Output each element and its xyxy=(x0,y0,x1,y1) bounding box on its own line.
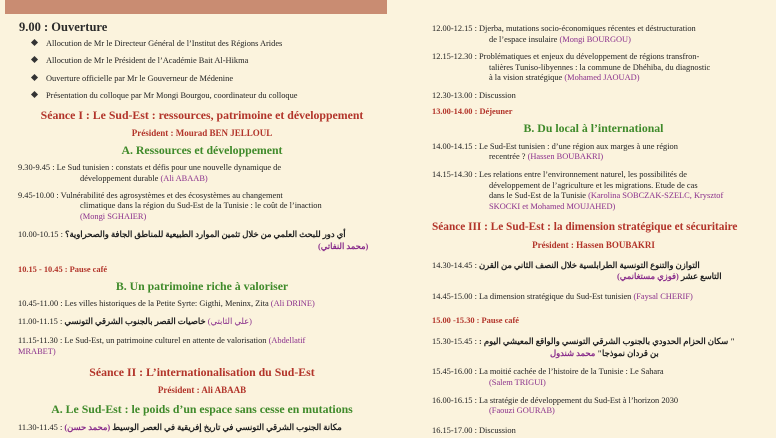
talk-line: 14.30-14.45 : التوازن والتنوع التونسية الطرابلسية خلال النصف الثاني من القرن xyxy=(432,261,700,270)
speaker-name: (Abdellatif xyxy=(268,336,306,345)
lunch-label: 13.00-14.00 : Déjeuner xyxy=(432,107,513,116)
arabic-title: التاسع عشر xyxy=(680,272,722,281)
arabic-title: أي دور للبحث العلمي من خلال تثمين الموارد الطبيعية للمناطق الجافة والصحراوية؟ xyxy=(65,230,346,239)
opening-item: Allocution de Mr le Président de l’Académie Bait Al-Hikma xyxy=(32,56,248,67)
talk-line: 11.30-11.45 : (محمد حسن) مكانة الجنوب الشرقي التونسي في تاريخ إفريقية في العصر الوسيط xyxy=(18,423,342,432)
speaker-name: (Mohamed JAOUAD) xyxy=(564,73,640,82)
speaker-name: (محمد حسن) xyxy=(64,423,111,432)
arabic-title: التوازن والتنوع التونسية الطرابلسية خلال النصف الثاني من القرن xyxy=(479,261,700,270)
speaker-name: محمد شندول xyxy=(550,349,596,358)
talk-line: 11.15-11.30 : Le Sud-Est, un patrimoine culturel en attente de valorisation (Abdellatif xyxy=(18,336,306,345)
speaker-name: SKOCKI et Mohamed MOUJAHED) xyxy=(489,202,616,211)
talk-line: talières Tuniso-libyennes : la commune de Dhéhiba, du diagnostic xyxy=(489,63,711,72)
diamond-bullet-icon xyxy=(31,91,38,98)
talk-line: 12.15-12.30 : Problématiques et enjeux du développement de régions transfron- xyxy=(432,52,700,61)
opening-item: Allocution de Mr le Directeur Général de l’Institut des Régions Arides xyxy=(32,39,282,50)
seance2-subtitle-a: A. Le Sud-Est : le poids d’un espace sans cesse en mutations xyxy=(51,402,353,416)
talk-line xyxy=(550,349,659,360)
diamond-bullet-icon xyxy=(31,56,38,63)
talk-line: 10.00-10.15 : أي دور للبحث العلمي من خلال تثمين الموارد الطبيعية للمناطق الجافة والصحراوية؟ xyxy=(18,230,346,239)
talk-line xyxy=(617,272,722,283)
discussion-label: 12.30-13.00 : Discussion xyxy=(432,91,516,100)
talk-line: 12.00-12.15 : Djerba, mutations socio-économiques récentes et déstructuration xyxy=(432,24,696,33)
talk-line: 9.45-10.00 : Vulnérabilité des agrosystèmes et des écosystèmes au changement xyxy=(18,191,283,200)
arabic-title: خاصيات القصر بالجنوب الشرقي التونسي xyxy=(64,317,206,326)
speaker-name: (Ali ABAAB) xyxy=(160,174,208,183)
talk-line: de l’espace insulaire (Mongi BOURGOU) xyxy=(489,35,631,44)
speaker-name: (علي الثابتي) xyxy=(207,317,252,326)
talk-line: recentrée ? (Hassen BOUBAKRI) xyxy=(489,152,604,161)
seance1-subtitle-a: A. Ressources et développement xyxy=(121,143,283,157)
talk-line: 11.00-11.15 : خاصيات القصر بالجنوب الشرقي التونسي (علي الثابتي) xyxy=(18,317,252,326)
speaker-name: (فوزي مستغانمي) xyxy=(617,272,679,281)
talk-line: développement durable (Ali ABAAB) xyxy=(80,174,208,183)
seance3-president: Président : Hassen BOUBAKRI xyxy=(532,240,655,250)
speaker-name: (Salem TRIGUI) xyxy=(489,378,546,387)
speaker-name: (Mongi BOURGOU) xyxy=(559,35,631,44)
speaker-name: (Faouzi GOURAB) xyxy=(489,406,555,415)
seance2-title: Séance II : L’internationalisation du Sud-Est xyxy=(89,365,315,379)
talk-line: dans le Sud-Est de la Tunisie (Karolina SOBCZAK-SZELC, Krysztof xyxy=(489,191,724,200)
talk-line: à la vision stratégique (Mohamed JAOUAD) xyxy=(489,73,640,82)
seance1-president: Président : Mourad BEN JELLOUL xyxy=(131,128,273,138)
pause-label: 10.15 - 10.45 : Pause café xyxy=(18,265,108,274)
speaker-name: (Mongi SGHAIER) xyxy=(80,212,147,221)
seance1-subtitle-b: B. Un patrimoine riche à valoriser xyxy=(115,279,289,293)
discussion-label: 16.15-17.00 : Discussion xyxy=(432,426,516,435)
pause-label: 15.00 -15.30 : Pause café xyxy=(432,316,519,325)
opening-item: Ouverture officielle par Mr le Gouverneur de Médenine xyxy=(32,74,233,85)
talk-line: 16.00-16.15 : La stratégie de développement du Sud-Est à l’horizon 2030 xyxy=(432,396,679,405)
diamond-bullet-icon xyxy=(31,74,38,81)
talk-line: 14.15-14.30 : Les relations entre l’environnement naturel, les possibilités de xyxy=(432,170,687,179)
speaker-name: (محمد النفاتي) xyxy=(318,242,369,251)
seance3-title: Séance III : Le Sud-Est : la dimension stratégique et sécuritaire xyxy=(432,221,738,233)
speaker-name: (Karolina SOBCZAK-SZELC, Krysztof xyxy=(588,191,724,200)
talk-line: 14.00-14.15 : Le Sud-Est tunisien : d’une région aux marges à une région xyxy=(432,142,678,151)
header-color-bar xyxy=(5,0,387,14)
opening-item: Présentation du colloque par Mr Mongi Bourgou, coordinateur du colloque xyxy=(32,91,298,102)
arabic-title: " سكان الحزام الحدودي بالجنوب الشرقي التونسي والواقع المعيشي اليوم : xyxy=(479,337,735,346)
arabic-title: بن قردان نموذجا" xyxy=(597,349,659,358)
diamond-bullet-icon xyxy=(31,39,38,46)
talk-line: 10.45-11.00 : Les villes historiques de la Petite Syrte: Gigthi, Meninx, Zita (Ali DRINE) xyxy=(18,299,315,308)
seance1-title: Séance I : Le Sud-Est : ressources, patrimoine et développement xyxy=(40,108,364,122)
opening-title: 9.00 : Ouverture xyxy=(19,20,108,34)
talk-line: 9.30-9.45 : Le Sud tunisien : constats et défis pour une nouvelle dynamique de xyxy=(18,163,282,172)
talk-line: 15.30-15.45 : " سكان الحزام الحدودي بالجنوب الشرقي التونسي والواقع المعيشي اليوم : xyxy=(432,337,735,346)
talk-line: 15.45-16.00 : La moitié cachée de l’histoire de la Tunisie : Le Sahara xyxy=(432,367,664,376)
speaker-name: MRABET) xyxy=(18,347,56,356)
speaker-name: (Faysal CHERIF) xyxy=(633,292,693,301)
talk-line: climatique dans la région du Sud-Est de la Tunisie : le coût de l’inaction xyxy=(80,201,322,210)
seance2-president: Président : Ali ABAAB xyxy=(157,385,247,395)
arabic-title: مكانة الجنوب الشرقي التونسي في تاريخ إفريقية في العصر الوسيط xyxy=(112,423,342,432)
talk-line: 14.45-15.00 : La dimension stratégique du Sud-Est tunisien (Faysal CHERIF) xyxy=(432,292,693,301)
talk-line: développement de l’agriculture et les migrations. Etude de cas xyxy=(489,181,698,190)
seance2-subtitle-b: B. Du local à l’international xyxy=(523,121,664,135)
speaker-name: (Ali DRINE) xyxy=(270,299,315,308)
speaker-name: (Hassen BOUBAKRI) xyxy=(527,152,604,161)
